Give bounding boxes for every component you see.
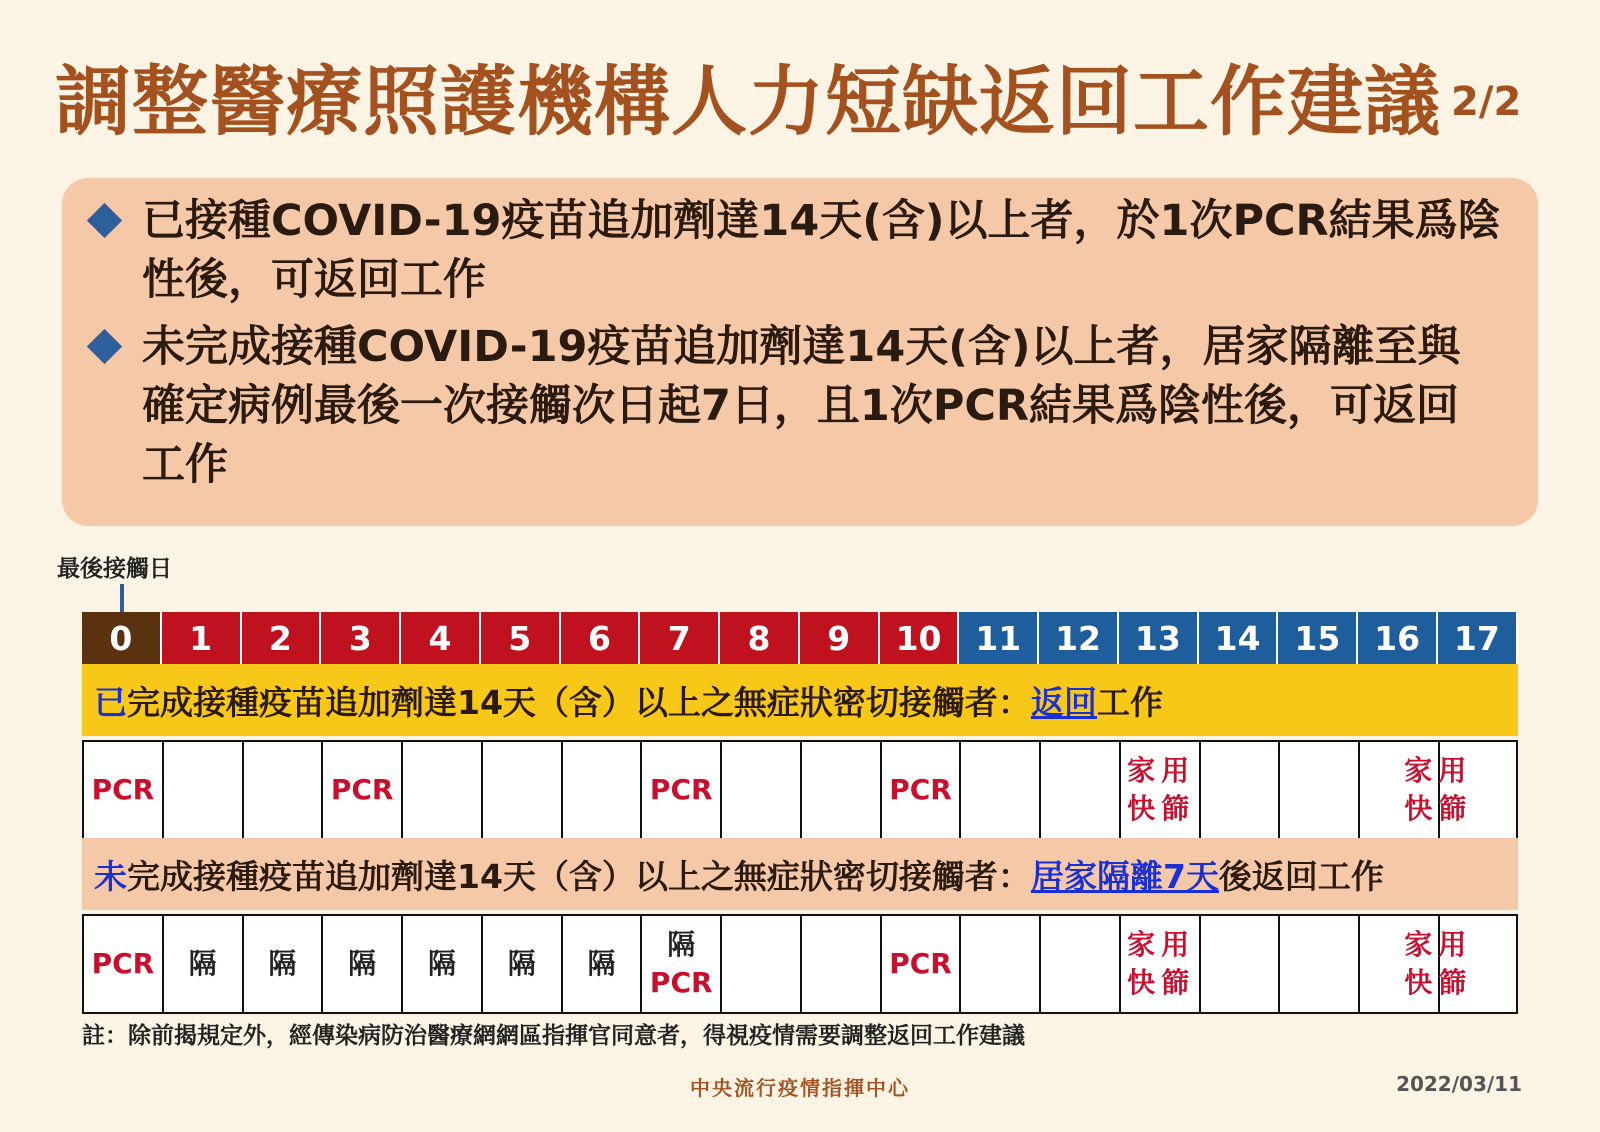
day-cell-15: 15 xyxy=(1278,612,1358,664)
unvaccinated-desc: 完成接種疫苗追加劑達14天（含）以上之無症狀密切接觸者： xyxy=(127,856,1031,896)
home-rapid-test-day-13 xyxy=(1127,742,1195,838)
day-cell-16: 16 xyxy=(1358,612,1438,664)
isolation-mark: 隔 xyxy=(587,947,616,980)
rapid-test-line: 家用 xyxy=(1404,928,1473,961)
day-cell-4: 4 xyxy=(401,612,481,664)
day-cell-7: 7 xyxy=(640,612,720,664)
vaccinated-desc: 完成接種疫苗追加劑達14天（含）以上之無症狀密切接觸者： xyxy=(127,682,1031,722)
day-cell-8: 8 xyxy=(720,612,800,664)
day-cell-17: 17 xyxy=(1438,612,1518,664)
vaccinated-return-link: 返回 xyxy=(1030,682,1097,722)
unvaccinated-cell-day-11 xyxy=(959,916,1039,1012)
unvaccinated-cell-day-6 xyxy=(561,916,641,1012)
bullet-text-1: 已接種COVID-19疫苗追加劑達14天(含)以上者，於1次PCR結果爲陰性後，可返回工作 xyxy=(142,196,1501,305)
vaccinated-cell-day-5 xyxy=(481,742,561,838)
vaccinated-cell-day-12 xyxy=(1039,742,1119,838)
vaccinated-cell-day-7 xyxy=(640,742,720,838)
vaccinated-cell-day-3 xyxy=(321,742,401,838)
day-cell-14: 14 xyxy=(1199,612,1279,664)
unvaccinated-cell-day-3 xyxy=(321,916,401,1012)
vaccinated-group-banner xyxy=(82,664,1518,736)
isolation-mark: 隔 xyxy=(667,928,696,961)
rapid-test-line: 家用 xyxy=(1127,928,1196,961)
rapid-test-line: 家用 xyxy=(1404,754,1473,787)
pcr-mark: PCR xyxy=(649,773,713,806)
bullet-item-2 xyxy=(86,318,1516,495)
day-cell-13: 13 xyxy=(1119,612,1199,664)
day-cell-6: 6 xyxy=(561,612,641,664)
isolation-mark: 隔 xyxy=(268,947,297,980)
bullet-item-1 xyxy=(86,192,1516,310)
isolation-mark: 隔 xyxy=(507,947,536,980)
vaccinated-cell-day-2 xyxy=(242,742,322,838)
day-header-row xyxy=(82,612,1518,664)
vaccinated-cell-day-11 xyxy=(959,742,1039,838)
pcr-mark: PCR xyxy=(649,966,713,999)
unvaccinated-cell-day-12 xyxy=(1039,916,1119,1012)
day-cell-1: 1 xyxy=(162,612,242,664)
title-page-number: 2/2 xyxy=(1451,79,1522,125)
unvaccinated-cell-day-1 xyxy=(162,916,242,1012)
vaccinated-cell-day-14 xyxy=(1199,742,1279,838)
home-rapid-test-day-16-17 xyxy=(1404,916,1472,1012)
pcr-mark: PCR xyxy=(91,947,155,980)
unvaccinated-cell-day-4 xyxy=(401,916,481,1012)
day-cell-11: 11 xyxy=(959,612,1039,664)
unvaccinated-group-banner xyxy=(82,838,1518,910)
vaccinated-suffix: 工作 xyxy=(1096,682,1163,722)
last-contact-label: 最後接觸日 xyxy=(57,556,172,582)
vaccinated-cell-day-15 xyxy=(1278,742,1358,838)
unvaccinated-cell-day-7 xyxy=(640,916,720,1012)
unvaccinated-quarantine-link: 居家隔離7天 xyxy=(1030,856,1219,896)
vaccinated-schedule-row xyxy=(82,740,1518,840)
page-title xyxy=(55,52,1575,152)
day-cell-0: 0 xyxy=(82,612,162,664)
day-cell-2: 2 xyxy=(242,612,322,664)
unvaccinated-schedule-row xyxy=(82,914,1518,1014)
day-cell-5: 5 xyxy=(481,612,561,664)
bullet-text-2: 未完成接種COVID-19疫苗追加劑達14天(含)以上者，居家隔離至與確定病例最後一次接觸次日起7日，且1次PCR結果爲陰性後，可返回工作 xyxy=(142,322,1461,490)
vaccinated-cell-day-10 xyxy=(880,742,960,838)
day-cell-3: 3 xyxy=(321,612,401,664)
unvaccinated-cell-day-0 xyxy=(82,916,162,1012)
rapid-test-line: 快篩 xyxy=(1127,792,1196,825)
pcr-mark: PCR xyxy=(330,773,394,806)
pcr-mark: PCR xyxy=(889,947,952,980)
unvaccinated-prefix: 未 xyxy=(94,856,127,896)
diamond-bullet-icon xyxy=(86,328,122,364)
isolation-mark: 隔 xyxy=(348,947,377,980)
day-cell-9: 9 xyxy=(800,612,880,664)
rapid-test-line: 快篩 xyxy=(1404,966,1473,999)
isolation-mark: 隔 xyxy=(188,947,217,980)
vaccinated-prefix: 已 xyxy=(94,682,127,722)
home-rapid-test-day-16-17 xyxy=(1404,742,1472,838)
unvaccinated-cell-day-15 xyxy=(1278,916,1358,1012)
vaccinated-cell-day-1 xyxy=(162,742,242,838)
footnote: 註：除前揭規定外，經傳染病防治醫療網網區指揮官同意者，得視疫情需要調整返回工作建議 xyxy=(82,1023,1025,1049)
pcr-mark: PCR xyxy=(91,773,155,806)
vaccinated-cell-day-9 xyxy=(800,742,880,838)
vaccinated-cell-day-0 xyxy=(82,742,162,838)
unvaccinated-cell-day-2 xyxy=(242,916,322,1012)
rapid-test-line: 家用 xyxy=(1127,754,1196,787)
unvaccinated-cell-day-10 xyxy=(880,916,960,1012)
title-main: 調整醫療照護機構人力短缺返回工作建議 xyxy=(55,57,1441,146)
footer-org: 中央流行疫情指揮中心 xyxy=(690,1076,910,1100)
vaccinated-cell-day-6 xyxy=(561,742,641,838)
unvaccinated-cell-day-14 xyxy=(1199,916,1279,1012)
day-cell-10: 10 xyxy=(880,612,960,664)
day-cell-12: 12 xyxy=(1039,612,1119,664)
diamond-bullet-icon xyxy=(86,202,122,238)
unvaccinated-cell-day-9 xyxy=(800,916,880,1012)
footer-date: 2022/03/11 xyxy=(1396,1072,1522,1096)
rapid-test-line: 快篩 xyxy=(1127,966,1196,999)
isolation-mark: 隔 xyxy=(427,947,456,980)
vaccinated-cell-day-4 xyxy=(401,742,481,838)
rapid-test-line: 快篩 xyxy=(1404,792,1473,825)
unvaccinated-cell-day-5 xyxy=(481,916,561,1012)
vaccinated-cell-day-8 xyxy=(720,742,800,838)
pcr-mark: PCR xyxy=(889,773,952,806)
unvaccinated-suffix: 後返回工作 xyxy=(1218,856,1384,896)
last-contact-marker xyxy=(120,584,124,612)
home-rapid-test-day-13 xyxy=(1127,916,1195,1012)
unvaccinated-cell-day-8 xyxy=(720,916,800,1012)
